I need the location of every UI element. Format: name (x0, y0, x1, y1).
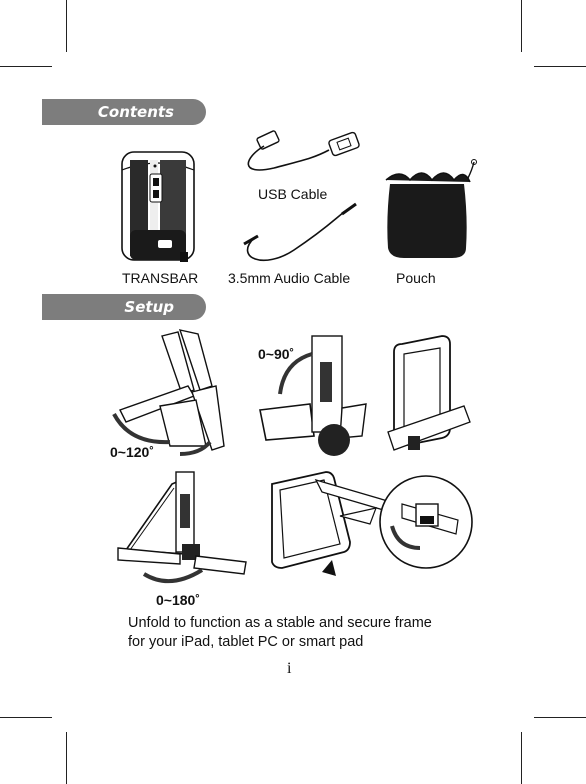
transbar-illustration (110, 148, 210, 268)
crop-mark (521, 732, 522, 784)
usb-cable-illustration (234, 128, 364, 186)
page-number: i (287, 660, 292, 677)
audio-cable-illustration (234, 200, 364, 266)
setup-caption (128, 614, 488, 652)
crop-mark (0, 717, 52, 718)
caption-line-1: Unfold to function as a stable and secure frame (128, 615, 432, 631)
crop-mark (0, 66, 52, 67)
setup-180-illustration (110, 464, 252, 582)
audio-cable-label: 3.5mm Audio Cable (228, 270, 351, 286)
angle-120-label: 0~120˚ (110, 444, 154, 460)
transbar-label: TRANSBAR (122, 270, 199, 286)
setup-tablet-illustration (384, 332, 474, 460)
crop-mark (534, 717, 586, 718)
caption-line-2: for your iPad, tablet PC or smart pad (128, 634, 364, 650)
crop-mark (66, 732, 67, 784)
usb-cable-label: USB Cable (258, 186, 328, 202)
setup-landscape-illustration (252, 464, 478, 588)
setup-header: Setup (42, 294, 206, 320)
crop-mark (521, 0, 522, 52)
pouch-label: Pouch (396, 270, 436, 286)
angle-90-label: 0~90˚ (258, 346, 295, 362)
crop-mark (534, 66, 586, 67)
setup-120-illustration (100, 326, 230, 460)
pouch-illustration (380, 158, 480, 262)
angle-180-label: 0~180˚ (156, 592, 200, 608)
contents-header: Contents (42, 99, 206, 125)
crop-mark (66, 0, 67, 52)
